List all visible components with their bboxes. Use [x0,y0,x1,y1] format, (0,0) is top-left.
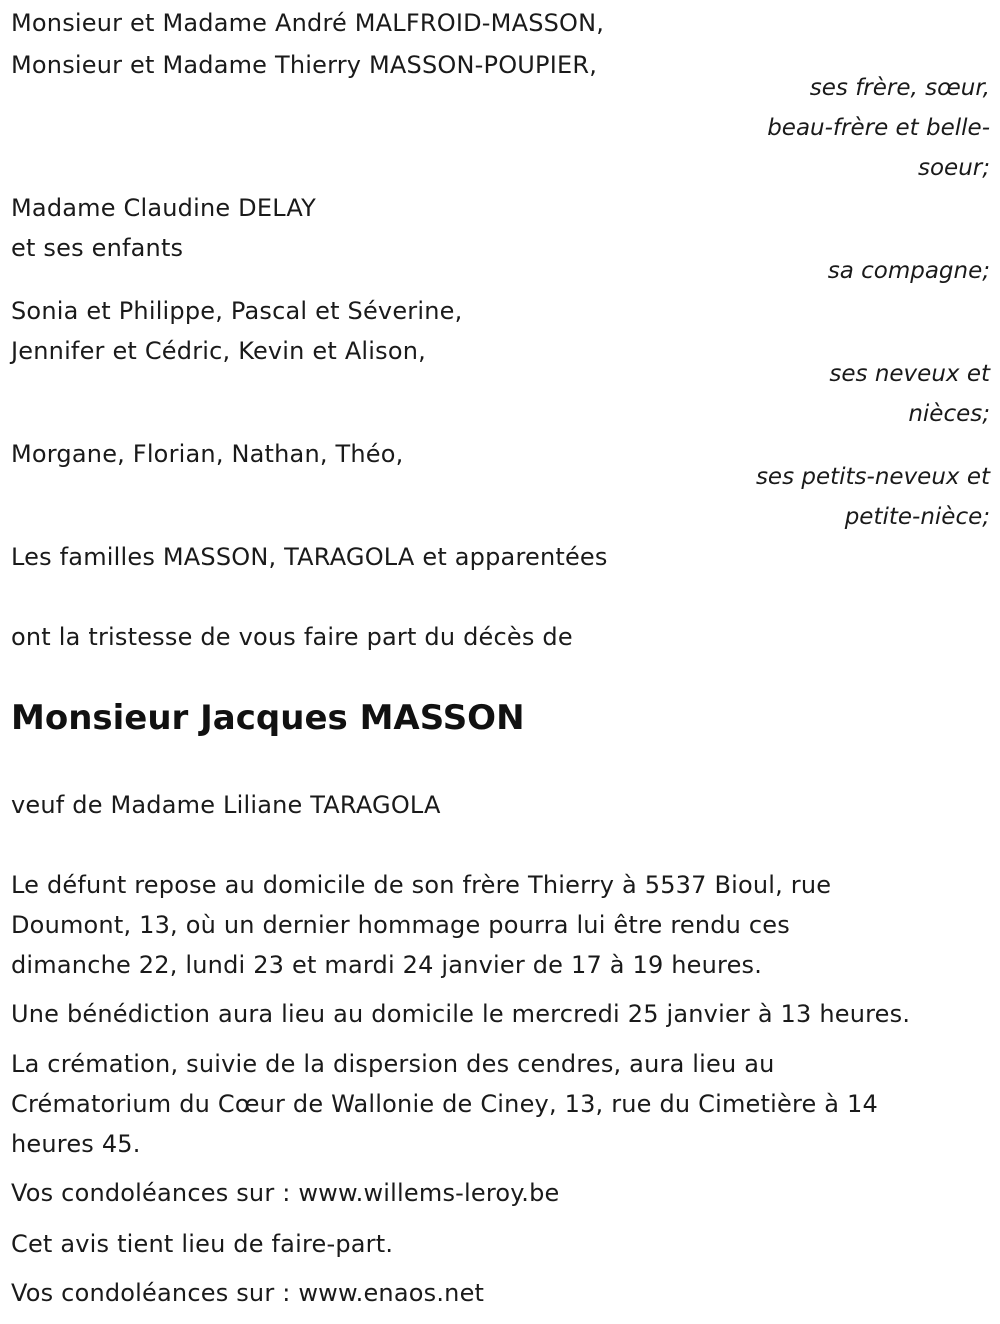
deceased-name: Monsieur Jacques MASSON [11,698,525,738]
relation-label: petite-nièce; [844,504,990,530]
relation-label: nièces; [908,401,990,427]
relation-label: ses neveux et [829,361,990,387]
widower-text: veuf de Madame Liliane TARAGOLA [11,791,441,819]
relation-label: beau-frère et belle- [767,115,990,141]
detail-line: Crématorium du Cœur de Wallonie de Ciney, 13, rue du Cimetière à 14 [11,1090,878,1118]
relation-label: ses petits-neveux et [755,464,990,490]
announcement-text: ont la tristesse de vous faire part du décès de [11,623,573,651]
relation-label: soeur; [918,155,990,181]
detail-line: Cet avis tient lieu de faire-part. [11,1230,394,1258]
family-line: Jennifer et Cédric, Kevin et Alison, [11,337,427,365]
detail-line: Doumont, 13, où un dernier hommage pourra lui être rendu ces [11,911,790,939]
family-line: et ses enfants [11,234,184,262]
relation-label: sa compagne; [827,258,990,284]
family-line: Sonia et Philippe, Pascal et Séverine, [11,297,463,325]
family-line: Morgane, Florian, Nathan, Théo, [11,440,404,468]
detail-line: Une bénédiction aura lieu au domicile le mercredi 25 janvier à 13 heures. [11,1000,911,1028]
family-line: Les familles MASSON, TARAGOLA et apparentées [11,543,608,571]
family-line: Monsieur et Madame Thierry MASSON-POUPIER, [11,51,598,79]
detail-line: Le défunt repose au domicile de son frère Thierry à 5537 Bioul, rue [11,871,832,899]
family-line: Madame Claudine DELAY [11,194,316,222]
condolences-link-line[interactable]: Vos condoléances sur : www.willems-leroy.be [11,1179,560,1207]
condolences-link-line[interactable]: Vos condoléances sur : www.enaos.net [11,1279,485,1307]
family-line: Monsieur et Madame André MALFROID-MASSON, [11,9,605,37]
detail-line: dimanche 22, lundi 23 et mardi 24 janvier de 17 à 19 heures. [11,951,763,979]
detail-line: heures 45. [11,1130,141,1158]
relation-label: ses frère, sœur, [809,75,990,101]
detail-line: La crémation, suivie de la dispersion des cendres, aura lieu au [11,1050,775,1078]
